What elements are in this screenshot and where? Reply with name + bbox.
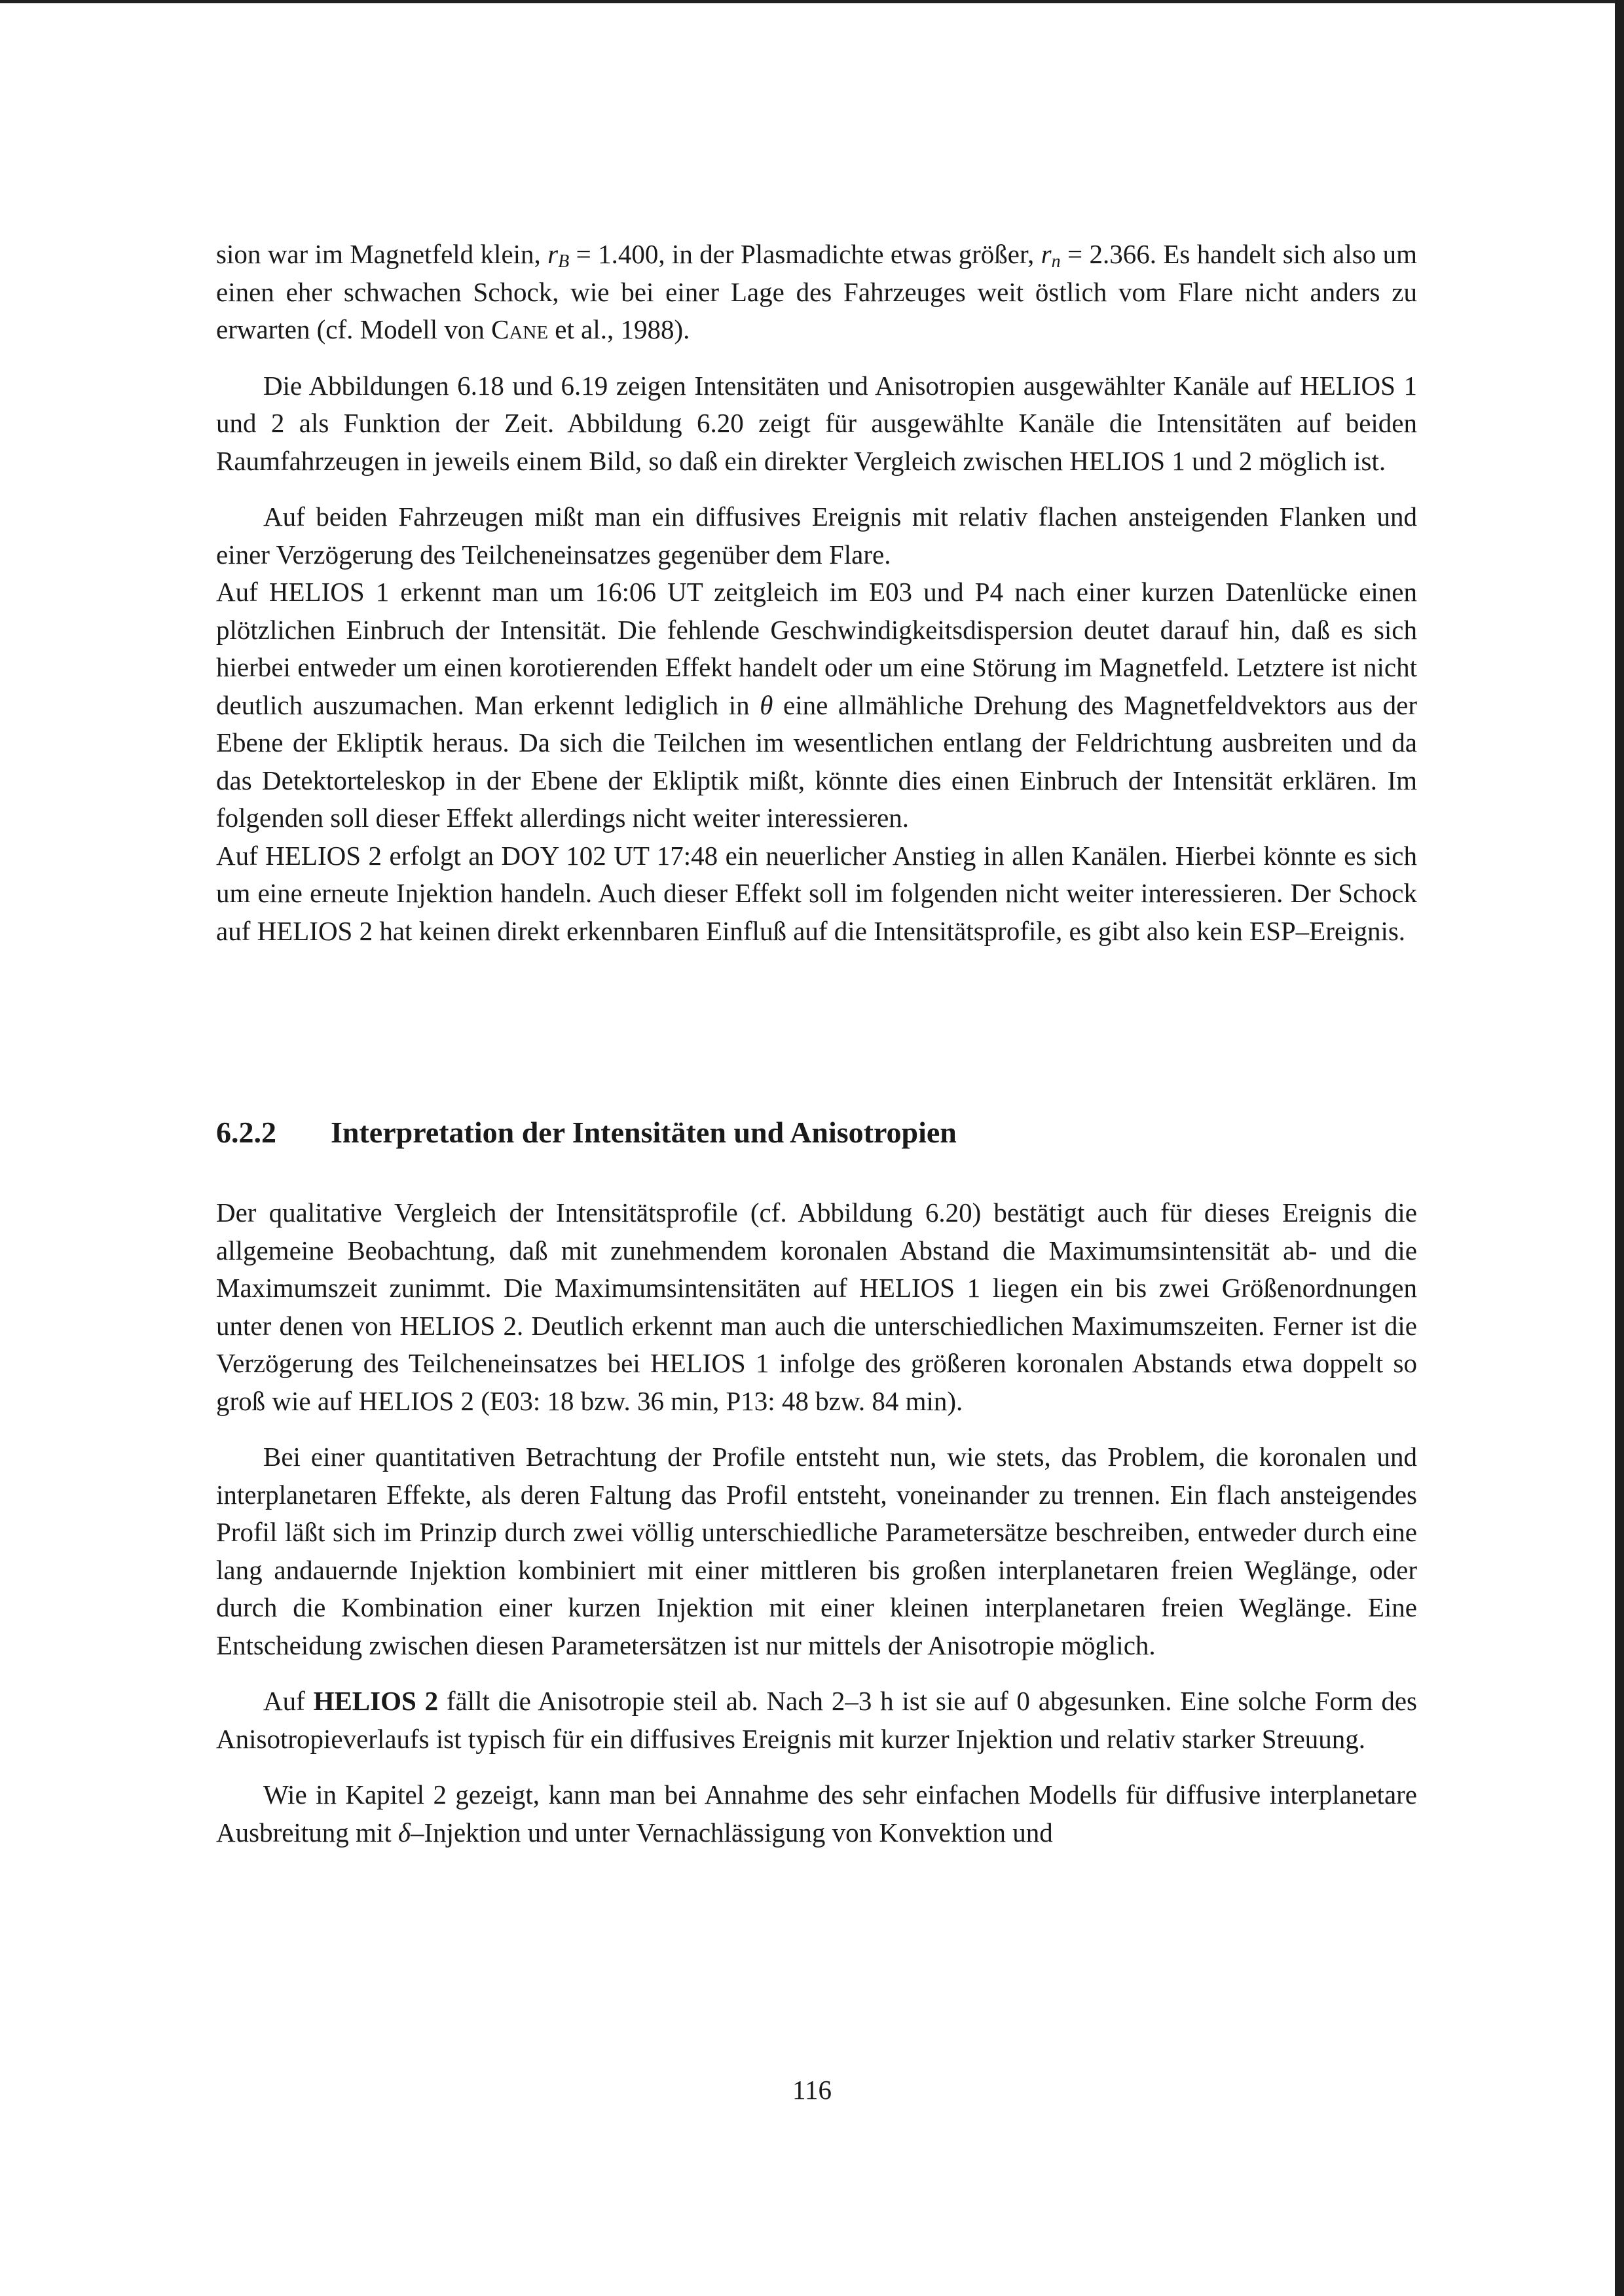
math-symbol: δ <box>397 1817 411 1848</box>
text-fragment: et al., 1988). <box>548 314 690 344</box>
section-number: 6.2.2 <box>216 1116 276 1149</box>
math-subscript: n <box>1051 251 1061 272</box>
text-fragment: Auf <box>263 1686 314 1716</box>
math-symbol: r <box>1041 239 1052 269</box>
text-fragment: eine allmähliche Drehung des Magnetfeldvektors aus der Ebene der Ekliptik heraus. Da sich die Teilchen im wesentlichen entlang der Feldrichtung ausbreiten und da das Detektorteleskop in der Ebene der Ekliptik mißt, könnte dies einen Einbruch der Intensität erklären. Im folgenden soll dieser Effekt allerdings nicht weiter interessieren. <box>216 689 1417 833</box>
math-symbol: θ <box>760 689 773 720</box>
section-title: Interpretation der Intensitäten und Anisotropien <box>331 1116 957 1149</box>
text-fragment: fällt die Anisotropie steil ab. Nach 2–3 h ist sie auf 0 abgesunken. Eine solche Form des Anisotropieverlaufs ist typisch für ein diffusives Ereignis mit kurzer Injektion und relativ starker Streuung. <box>216 1686 1418 1754</box>
text-fragment: –Injektion und unter Vernachlässigung von Konvektion und <box>410 1817 1053 1848</box>
text-fragment: sion war im Magnetfeld klein, <box>216 239 548 269</box>
paragraph-3: Auf beiden Fahrzeugen mißt man ein diffusives Ereignis mit relativ flachen ansteigenden Flanken und einer Verzögerung des Teilcheneinsatzes gegenüber dem Flare. <box>216 501 1417 570</box>
paragraph-6: Der qualitative Vergleich der Intensitätsprofile (cf. Abbildung 6.20) bestätigt auch für dieses Ereignis die allgemeine Beobachtung, daß mit zunehmendem koronalen Abstand die Maximumsintensität ab- und die Maximumszeit zunimmt. Die Maximumsintensitäten auf HELIOS 1 liegen ein bis zwei Größenordnungen unter denen von HELIOS 2. Deutlich erkennt man auch die unterschiedlichen Maximumszeiten. Ferner ist die Verzögerung des Teilcheneinsatzes bei HELIOS 1 infolge des größeren koronalen Abstands etwa doppelt so groß wie auf HELIOS 2 (E03: 18 bzw. 36 min, P13: 48 bzw. 84 min). <box>216 1197 1417 1416</box>
math-subscript: B <box>558 251 570 272</box>
body-text-top <box>216 236 1417 950</box>
text-fragment: Auf HELIOS 1 erkennt man um 16:06 UT zeitgleich im E03 und P4 nach einer kurzen Datenlücke einen plötzlichen Einbruch der Intensität. Die fehlende Geschwindigkeitsdispersion deutet darauf hin, daß es sich hierbei entweder um einen korotierenden Effekt handelt oder um eine Störung im Magnetfeld. Letztere ist nicht deutlich auszumachen. Man erkennt lediglich in <box>216 577 1417 720</box>
paragraph-4 <box>216 574 1417 837</box>
emphasis-helios: HELIOS 2 <box>313 1686 439 1716</box>
text-fragment: = 1.400, in der Plasmadichte etwas größer, <box>569 239 1041 269</box>
paragraph-1 <box>216 236 1417 349</box>
paragraph-9 <box>216 1776 1417 1851</box>
body-text-bottom <box>216 1194 1417 1851</box>
author-name: Cane <box>491 314 549 344</box>
paragraph-2: Die Abbildungen 6.18 und 6.19 zeigen Intensitäten und Anisotropien ausgewählter Kanäle auf HELIOS 1 und 2 als Funktion der Zeit. Abbildung 6.20 zeigt für ausgewählte Kanäle die Intensitäten auf beiden Raumfahrzeugen in jeweils einem Bild, so daß ein direkter Vergleich zwischen HELIOS 1 und 2 möglich ist. <box>216 370 1417 476</box>
math-symbol: r <box>547 239 559 269</box>
text-fragment: Wie in Kapitel 2 gezeigt, kann man bei Annahme des sehr einfachen Modells für diffusive interplanetare Ausbreitung mit <box>216 1779 1417 1848</box>
paragraph-7: Bei einer quantitativen Betrachtung der Profile entsteht nun, wie stets, das Problem, die koronalen und interplanetaren Effekte, als deren Faltung das Profil entsteht, voneinander zu trennen. Ein flach ansteigendes Profil läßt sich im Prinzip durch zwei völlig unterschiedliche Parametersätze beschreiben, entweder durch eine lang andauernde Injektion kombiniert mit einer mittleren bis großen interplanetaren freien Weglänge, oder durch die Kombination einer kurzen Injektion mit einer kleinen interplanetaren freien Weglänge. Eine Entscheidung zwischen diesen Parametersätzen ist nur mittels der Anisotropie möglich. <box>216 1442 1417 1660</box>
scan-edge-right <box>1615 0 1624 2296</box>
section-heading <box>216 1113 957 1152</box>
paragraph-8 <box>216 1683 1417 1758</box>
paragraph-5: Auf HELIOS 2 erfolgt an DOY 102 UT 17:48 ein neuerlicher Anstieg in allen Kanälen. Hierbei könnte es sich um eine erneute Injektion handeln. Auch dieser Effekt soll im folgenden nicht weiter interessieren. Der Schock auf HELIOS 2 hat keinen direkt erkennbaren Einfluß auf die Intensitätsprofile, es gibt also kein ESP–Ereignis. <box>216 840 1417 946</box>
page-number: 116 <box>792 2075 832 2105</box>
text-fragment: = 2.366. Es handelt sich also um einen eher schwachen Schock, wie bei einer Lage des Fahrzeuges weit östlich vom Flare nicht anders zu erwarten (cf. Modell von <box>216 239 1417 344</box>
scan-edge-top <box>0 0 1624 3</box>
